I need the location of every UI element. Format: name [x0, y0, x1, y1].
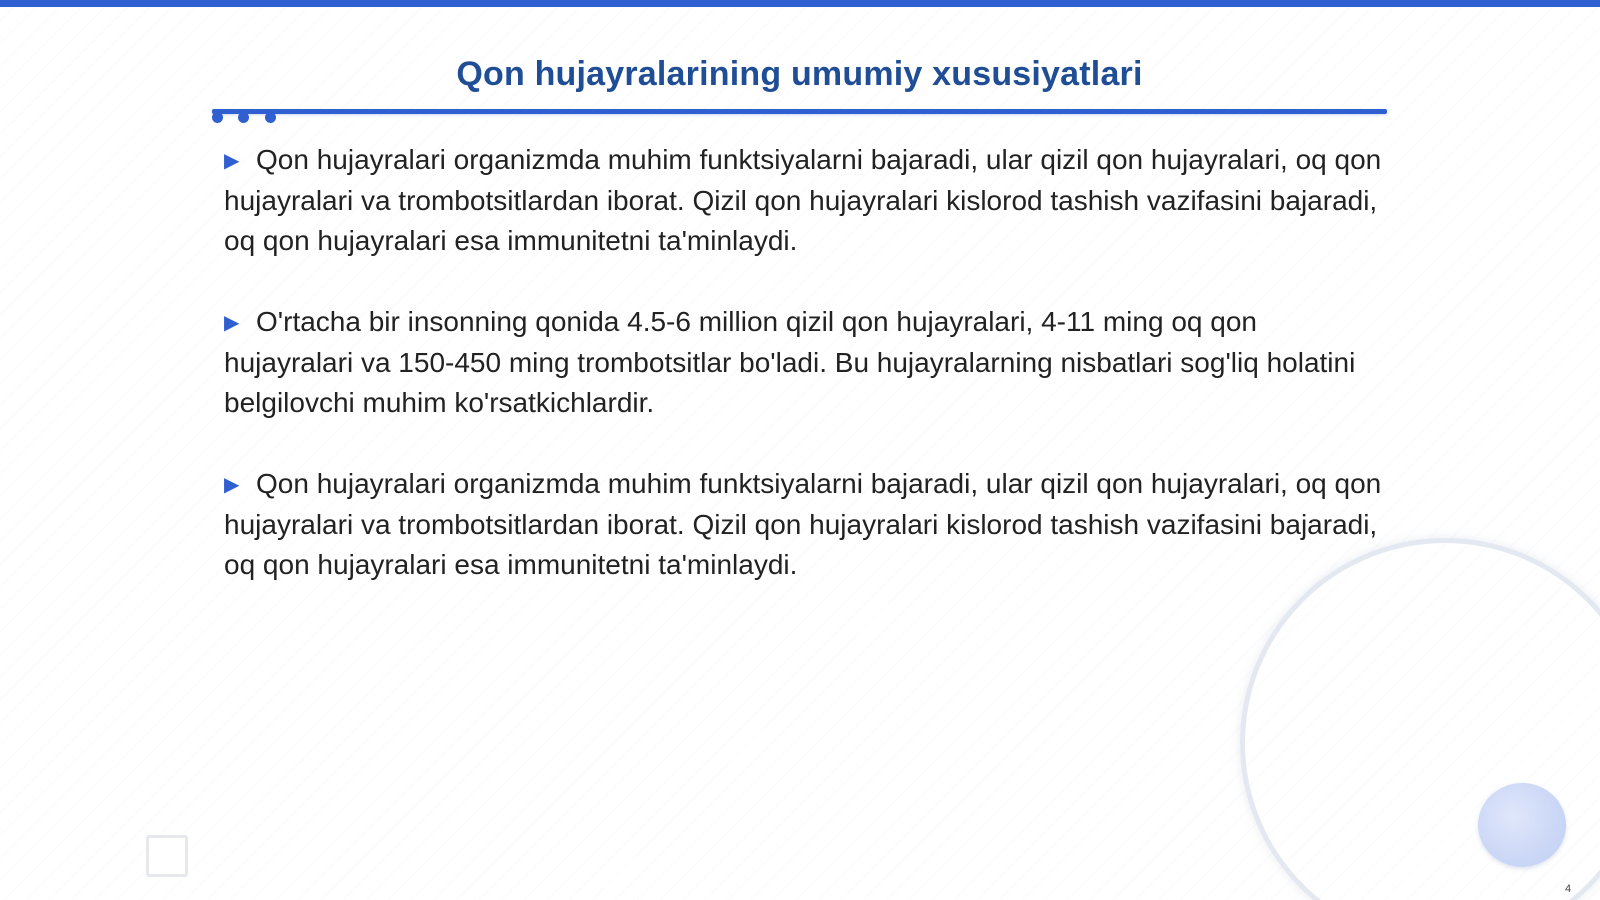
title-underline: [212, 109, 1387, 114]
decor-dot: [265, 112, 276, 123]
paragraph-text: O'rtacha bir insonning qonida 4.5-6 million qizil qon hujayralari, 4-11 ming oq qon hujayralari va 150-450 ming trombotsitlar bo'ladi. Bu hujayralarning nisbatlari sog'liq holatini belgilovchi muhim ko'rsatkichlardir.: [224, 306, 1356, 418]
paragraph-text: Qon hujayralari organizmda muhim funktsiyalarni bajaradi, ular qizil qon hujayralari, oq qon hujayralari va trombotsitlardan iborat. Qizil qon hujayralari kislorod tashish vazifasini bajaradi, oq qon hujayralari esa immunitetni ta'minlaydi.: [224, 468, 1382, 580]
triangle-bullet-icon: ▶: [224, 474, 240, 496]
paragraph-2: [224, 302, 1384, 423]
decorative-bubble: [1478, 783, 1566, 867]
top-accent-bar: [0, 0, 1600, 7]
decor-dot: [212, 112, 223, 123]
triangle-bullet-icon: ▶: [224, 150, 240, 172]
paragraph-3: [224, 464, 1384, 585]
triangle-bullet-icon: ▶: [224, 312, 240, 334]
title-dots-decoration: [212, 112, 292, 124]
slide-content: [224, 140, 1384, 626]
slide-title: Qon hujayralarining umumiy xususiyatlari: [456, 55, 1143, 93]
paragraph-text: Qon hujayralari organizmda muhim funktsiyalarni bajaradi, ular qizil qon hujayralari, oq qon hujayralari va trombotsitlardan iborat. Qizil qon hujayralari kislorod tashish vazifasini bajaradi, oq qon hujayralari esa immunitetni ta'minlaydi.: [224, 144, 1382, 256]
decorative-square: [146, 835, 188, 877]
decor-dot: [238, 112, 249, 123]
paragraph-1: [224, 140, 1384, 261]
page-number: 4: [1565, 883, 1572, 895]
